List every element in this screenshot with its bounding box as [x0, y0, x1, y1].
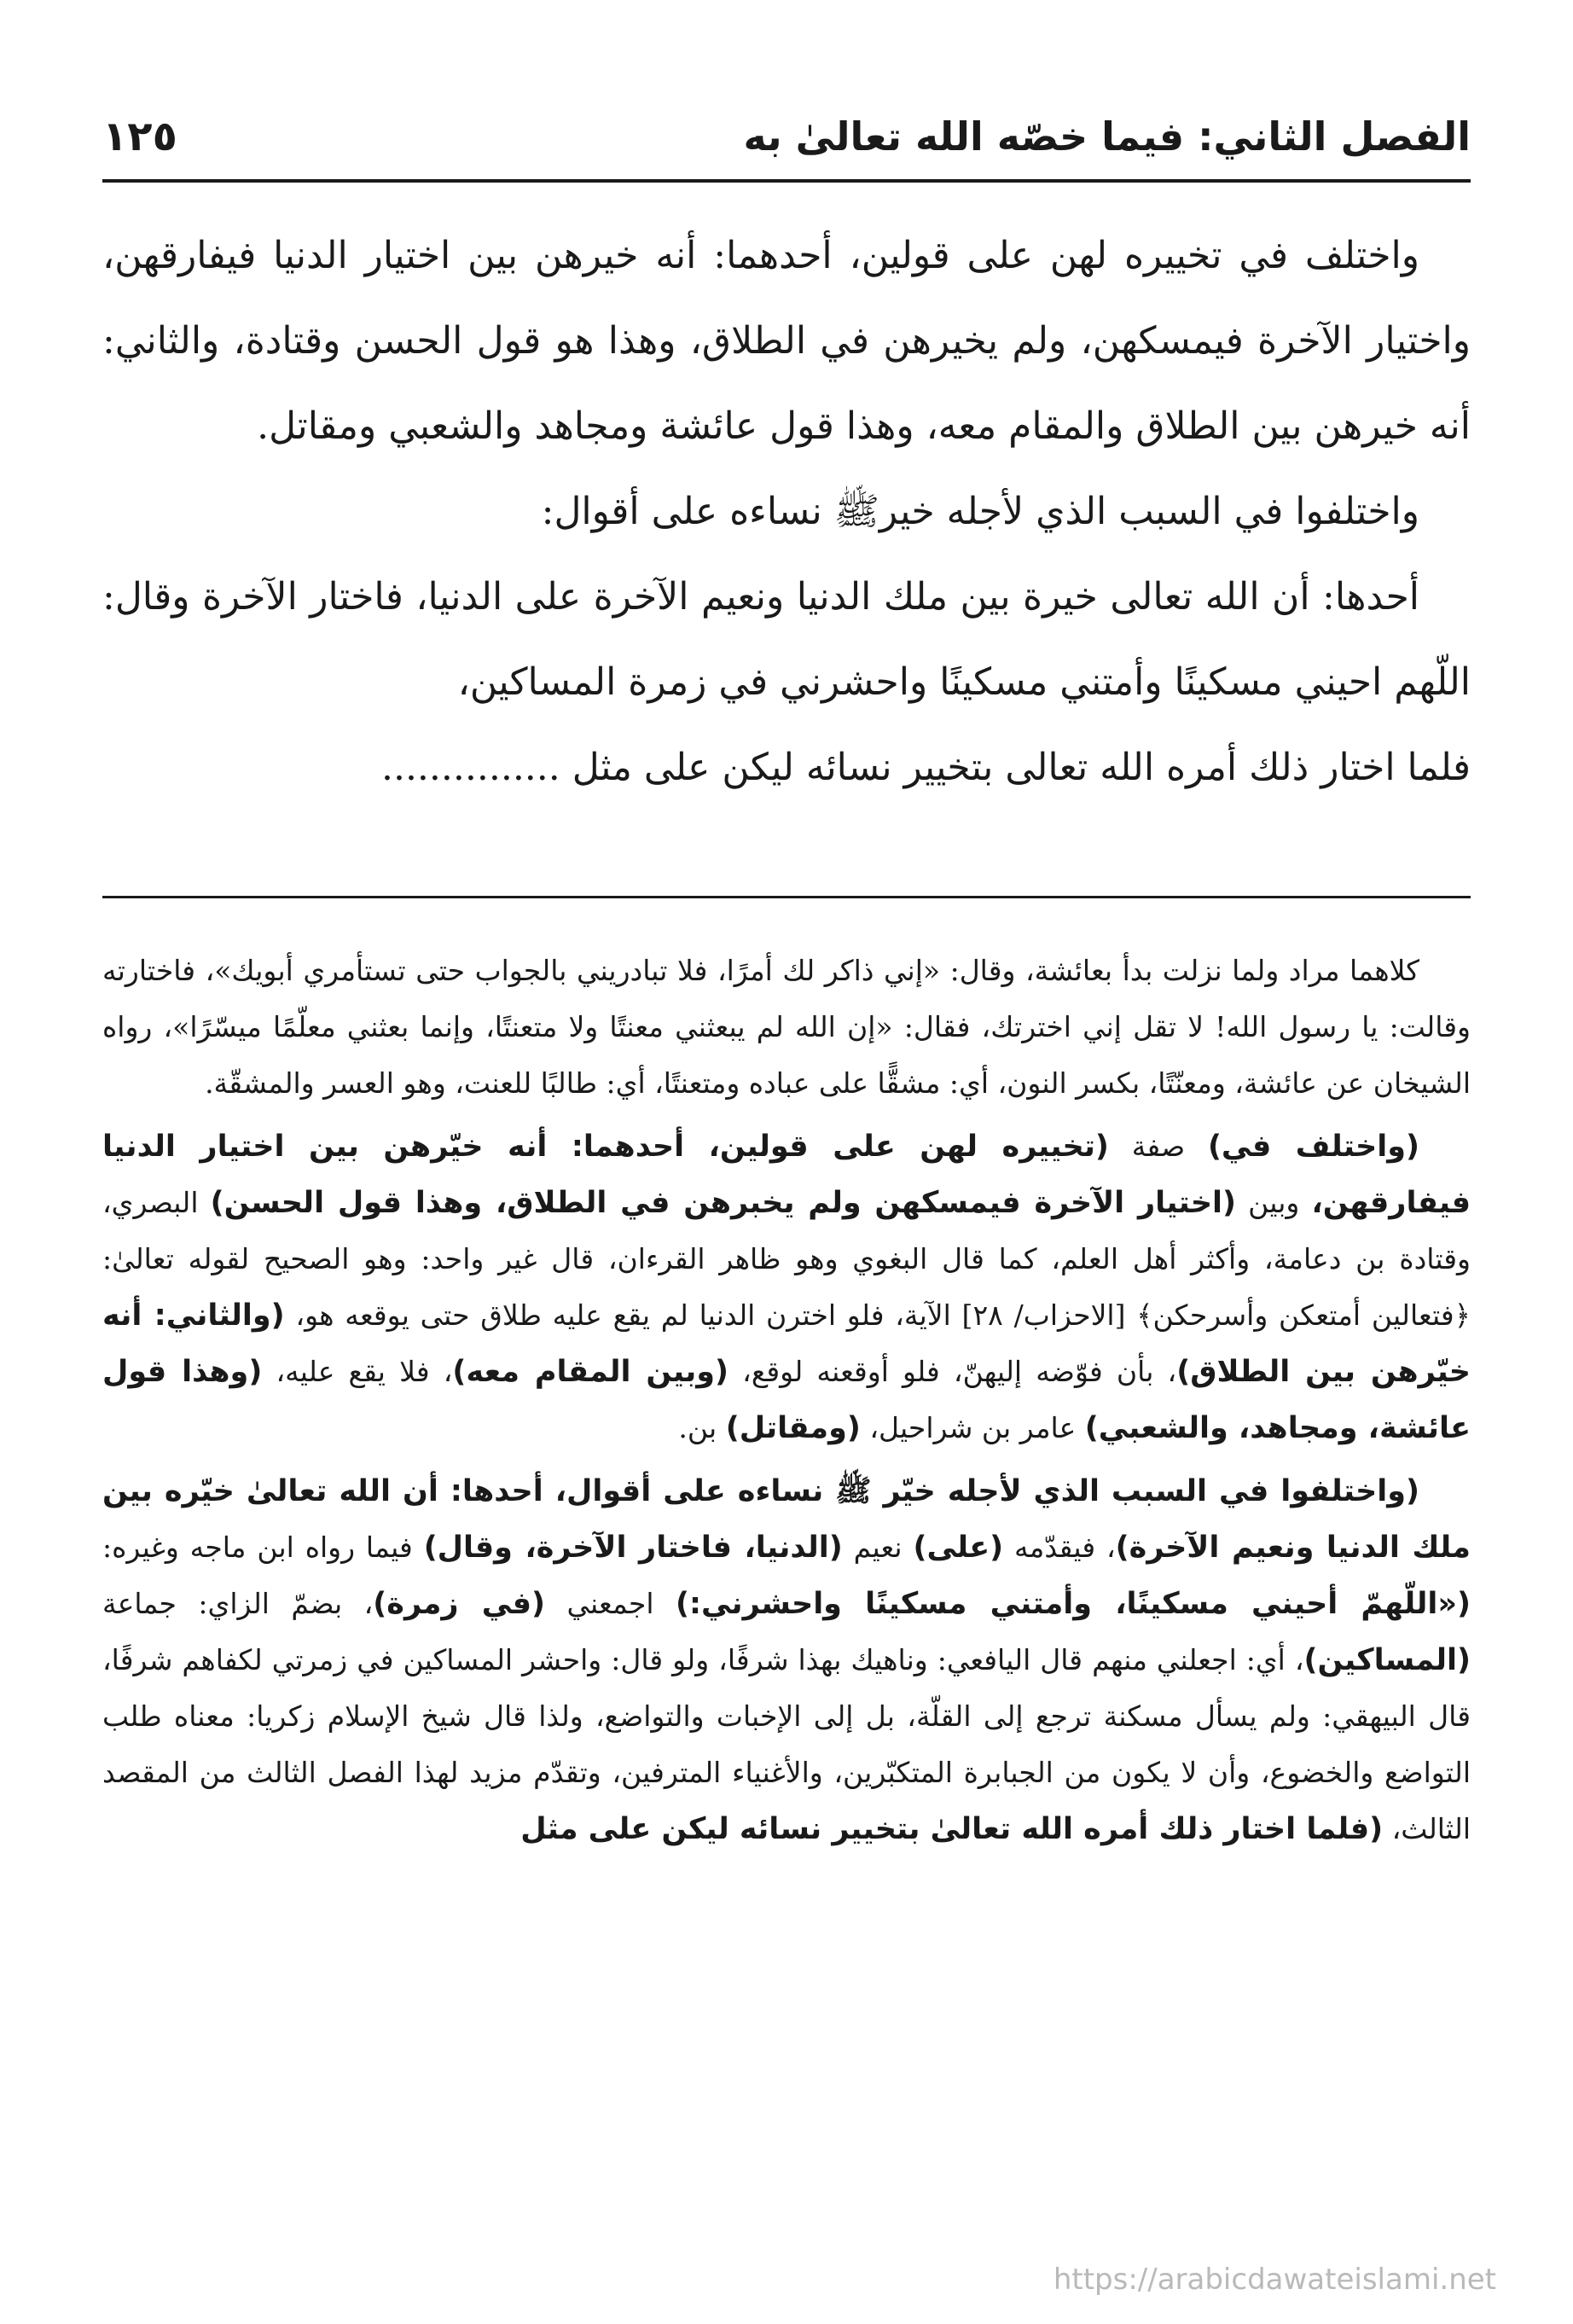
quoted-text: (تخييره لهن على قولين، أحدهما: أنه خيّرهن بين اختيار الدنيا فيفارقهن، [102, 1130, 1471, 1220]
commentary-paragraph-1: كلاهما مراد ولما نزلت بدأ بعائشة، وقال: «إني ذاكر لك أمرًا، فلا تبادريني بالجواب حتى تستأمري أبويك»، فاختارته وقالت: يا رسول الله! لا تقل إني اخترتك، فقال: «إن الله لم يبعثني معنتًا ولا متعنتًا، وإنما بعثني معلّمًا ميسّرًا»، رواه الشيخان عن عائشة، ومعنّتًا، بكسر النون، أي: مشقًّا على عباده ومتعنتًا، أي: طالبًا للعنت، وهو العسر والمشقّة. [102, 954, 1471, 1100]
quoted-text: (واختلفوا في السبب الذي لأجله خيّر ﷺ نساءه على أقوال، أحدها: أن الله تعالىٰ خيّره بين ملك الدنيا ونعيم الآخرة) [102, 1474, 1471, 1565]
commentary-text: بن. [678, 1411, 726, 1444]
commentary-text: ، بضمّ الزاي: جماعة [102, 1587, 374, 1620]
quoted-text: (على) [913, 1531, 1004, 1565]
commentary-divider [102, 896, 1471, 898]
main-paragraph-2: واختلفوا في السبب الذي لأجله خيرﷺ نساءه على أقوال: [541, 490, 1419, 533]
quoted-text: (اختيار الآخرة فيمسكهن ولم يخبرهن في الطلاق، وهذا قول الحسن) [210, 1186, 1237, 1220]
main-paragraph-3-last-line: فلما اختار ذلك أمره الله تعالى بتخيير نسائه ليكن على مثل ............... [380, 746, 1471, 789]
main-paragraph-3: أحدها: أن الله تعالى خيرة بين ملك الدنيا ونعيم الآخرة على الدنيا، فاختار الآخرة وقال: اللّهم احيني مسكينًا وأمتني مسكينًا واحشرني في زمرة المساكين، [102, 575, 1471, 704]
main-paragraph-1: واختلف في تخييره لهن على قولين، أحدهما: أنه خيرهن بين اختيار الدنيا فيفارقهن، واختيار الآخرة فيمسكهن، ولم يخيرهن في الطلاق، وهذا هو قول الحسن وقتادة، والثاني: أنه خيرهن بين الطلاق والمقام معه، وهذا قول عائشة ومجاهد والشعبي ومقاتل. [102, 234, 1471, 448]
commentary-paragraph-2 [102, 1118, 1471, 1456]
commentary-text: فيما رواه ابن ماجه وغيره: [102, 1531, 424, 1564]
commentary-paragraph-3 [102, 1463, 1471, 1857]
main-text [102, 213, 1471, 810]
quoted-text: (الدنيا، فاختار الآخرة، وقال) [423, 1531, 843, 1565]
quoted-text: (المساكين) [1303, 1643, 1471, 1677]
commentary-text: ، بأن فوّضه إليهنّ، فلو أوقعنه لوقع، [728, 1355, 1177, 1388]
quoted-text: (ومقاتل) [725, 1411, 861, 1445]
commentary-text: البصري، وقتادة بن دعامة، وأكثر أهل العلم، كما قال البغوي وهو ظاهر القرءان، قال غير واحد: وهو الصحيح لقوله تعالىٰ: ﴿فتعالين أمتعكن وأسرحكن﴾ [الاحزاب/ ٢٨] الآية، فلو اخترن الدنيا لم يقع عليه طلاق حتى يوقعه هو، [102, 1186, 1471, 1332]
quoted-text: (فلما اختار ذلك أمره الله تعالىٰ بتخيير نسائه ليكن على مثل [520, 1812, 1384, 1846]
commentary-text: ، أي: اجعلني منهم قال اليافعي: وناهيك بهذا شرفًا، ولو قال: واحشر المساكين في زمرتي لكفاهم شرفًا، قال البيهقي: ولم يسأل مسكنة ترجع إلى القلّة، بل إلى الإخبات والتواضع، ولذا قال شيخ الإسلام زكريا: معناه طلب التواضع والخضوع، وأن لا يكون من الجبابرة المتكبّرين، والأغنياء المترفين، وتقدّم مزيد لهذا الفصل الثالث من المقصد الثالث، [102, 1643, 1471, 1845]
quoted-text: («اللّهمّ أحيني مسكينًا، وأمتني مسكينًا واحشرني:) [676, 1587, 1471, 1621]
commentary-text: صفة [1108, 1130, 1208, 1163]
quoted-text: (واختلف في) [1207, 1130, 1419, 1164]
quoted-text: (في زمرة) [373, 1587, 546, 1621]
page-header [102, 96, 1471, 177]
commentary-text: وبين [1236, 1186, 1312, 1219]
commentary-text: اجمعني [545, 1587, 676, 1620]
quoted-text: (وهذا قول عائشة، ومجاهد، والشعبي) [102, 1355, 1471, 1445]
commentary-text: ، فيقدّمه [1003, 1531, 1116, 1564]
page-number: ١٢٥ [102, 113, 177, 160]
commentary-text: ، فلا يقع عليه، [262, 1355, 453, 1388]
quoted-text: (والثاني: أنه خيّرهن بين الطلاق) [102, 1299, 1471, 1389]
commentary [102, 943, 1471, 1864]
quoted-text: (وبين المقام معه) [452, 1355, 729, 1389]
header-divider [102, 179, 1471, 183]
commentary-text: نعيم [842, 1531, 914, 1564]
commentary-text: عامر بن شراحيل، [860, 1411, 1085, 1444]
chapter-title: الفصل الثاني: فيما خصّه الله تعالىٰ به [743, 113, 1471, 160]
watermark-url: https://arabicdawateislami.net [1053, 2263, 1496, 2297]
